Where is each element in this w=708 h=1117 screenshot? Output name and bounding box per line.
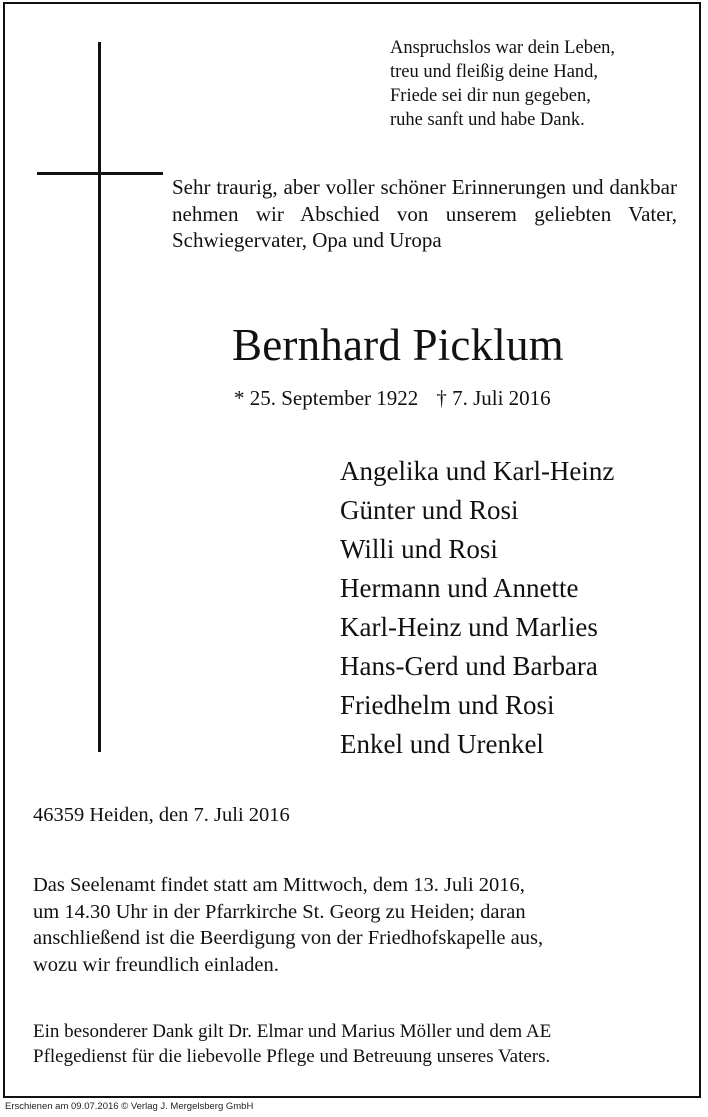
service-line: anschließend ist die Beerdigung von der Friedhofskapelle aus, [33,927,544,949]
mourner-entry: Friedhelm und Rosi [340,690,555,720]
mourner-entry: Günter und Rosi [340,495,519,525]
mourner-entry: Hans-Gerd und Barbara [340,651,598,681]
intro-text: Sehr traurig, aber voller schöner Erinnerungen und dankbar nehmen wir Abschied von unserem geliebten Vater, Schwiegervater, Opa und Uropa [172,175,677,252]
thanks-text [33,1019,673,1069]
poem [390,36,690,132]
mourner-entry: Enkel und Urenkel [340,729,544,759]
service-line: Das Seelenamt findet statt am Mittwoch, dem 13. Juli 2016, [33,874,525,896]
poem-line: Anspruchslos war dein Leben, [390,38,616,58]
service-line: um 14.30 Uhr in der Pfarrkirche St. Georg zu Heiden; daran [33,900,526,923]
poem-line: ruhe sanft und habe Dank. [390,110,585,130]
mourner-entry: Karl-Heinz und Marlies [340,612,598,642]
mourner-entry: Angelika und Karl-Heinz [340,456,615,486]
thanks-line: Ein besonderer Dank gilt Dr. Elmar und Marius Möller und dem AE [33,1021,552,1042]
poem-line: treu und fleißig deine Hand, [390,62,599,82]
cross-icon [98,42,101,752]
life-dates [234,385,551,411]
birth-date: * 25. September 1922 [234,386,419,410]
service-info [33,872,677,978]
poem-line: Friede sei dir nun gegeben, [390,86,591,106]
mourner-entry: Willi und Rosi [340,534,498,564]
mourner-entry: Hermann und Annette [340,573,579,603]
thanks-line: Pflegedienst für die liebevolle Pflege und Betreuung unseres Vaters. [33,1046,551,1067]
mourners-list [340,452,614,764]
cross-icon-crossbar [37,172,163,175]
deceased-name: Bernhard Picklum [232,320,564,370]
service-line: wozu wir freundlich einladen. [33,953,279,976]
place-date: 46359 Heiden, den 7. Juli 2016 [33,804,290,826]
death-date: † 7. Juli 2016 [436,386,551,410]
publication-footer: Erschienen am 09.07.2016 © Verlag J. Mergelsberg GmbH [5,1101,254,1112]
